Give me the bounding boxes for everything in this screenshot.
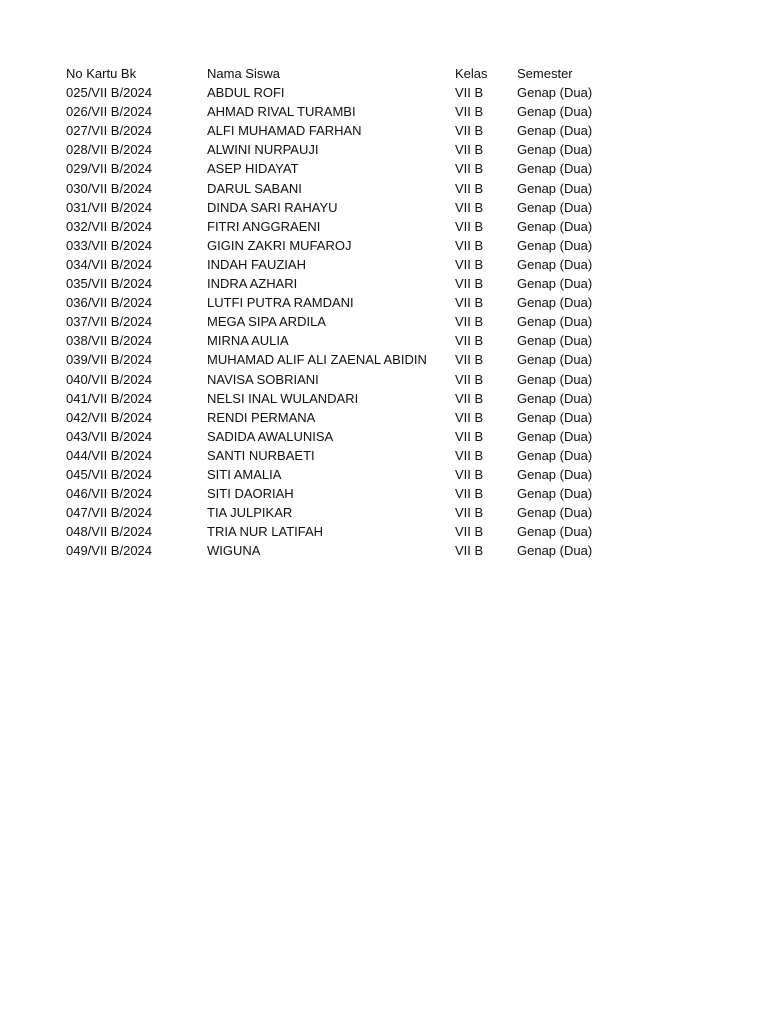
cell-student-name: INDAH FAUZIAH [207, 256, 306, 272]
cell-semester: Genap (Dua) [517, 314, 593, 330]
cell-student-name: DARUL SABANI [207, 180, 302, 196]
table-row [66, 465, 666, 484]
cell-card-number: 042/VII B/2024 [66, 409, 153, 425]
table-row [66, 121, 666, 140]
cell-class: VII B [455, 371, 484, 387]
student-table [66, 64, 666, 560]
table-header-row [66, 64, 666, 83]
cell-card-number: 038/VII B/2024 [66, 333, 153, 349]
table-row [66, 198, 666, 217]
cell-card-number: 035/VII B/2024 [66, 276, 153, 292]
cell-class: VII B [455, 123, 484, 139]
cell-class: VII B [455, 466, 484, 482]
cell-student-name: SADIDA AWALUNISA [207, 428, 334, 444]
cell-class: VII B [455, 85, 484, 101]
cell-student-name: ASEP HIDAYAT [207, 161, 299, 177]
cell-class: VII B [455, 256, 484, 272]
table-row [66, 293, 666, 312]
cell-semester: Genap (Dua) [517, 295, 593, 311]
cell-semester: Genap (Dua) [517, 505, 593, 521]
cell-class: VII B [455, 180, 484, 196]
cell-card-number: 032/VII B/2024 [66, 218, 153, 234]
cell-card-number: 043/VII B/2024 [66, 428, 153, 444]
header-student-name: Nama Siswa [207, 66, 280, 81]
cell-class: VII B [455, 447, 484, 463]
cell-student-name: RENDI PERMANA [207, 409, 316, 425]
cell-student-name: LUTFI PUTRA RAMDANI [207, 295, 354, 311]
cell-class: VII B [455, 199, 484, 215]
cell-card-number: 026/VII B/2024 [66, 104, 153, 120]
table-row [66, 83, 666, 102]
cell-student-name: ABDUL ROFI [207, 85, 285, 101]
table-row [66, 159, 666, 178]
cell-student-name: TRIA NUR LATIFAH [207, 524, 324, 540]
header-semester: Semester [517, 66, 573, 81]
cell-class: VII B [455, 352, 484, 368]
cell-card-number: 047/VII B/2024 [66, 505, 153, 521]
cell-semester: Genap (Dua) [517, 524, 593, 540]
cell-semester: Genap (Dua) [517, 466, 593, 482]
cell-card-number: 041/VII B/2024 [66, 390, 153, 406]
cell-card-number: 039/VII B/2024 [66, 352, 153, 368]
cell-class: VII B [455, 142, 484, 158]
table-row [66, 446, 666, 465]
table-row [66, 102, 666, 121]
cell-semester: Genap (Dua) [517, 142, 593, 158]
table-row [66, 274, 666, 293]
cell-student-name: SITI DAORIAH [207, 486, 294, 502]
cell-semester: Genap (Dua) [517, 333, 593, 349]
table-row [66, 312, 666, 331]
cell-class: VII B [455, 505, 484, 521]
table-row [66, 389, 666, 408]
cell-student-name: DINDA SARI RAHAYU [207, 199, 338, 215]
cell-class: VII B [455, 218, 484, 234]
cell-class: VII B [455, 333, 484, 349]
cell-semester: Genap (Dua) [517, 85, 593, 101]
cell-card-number: 045/VII B/2024 [66, 466, 153, 482]
cell-student-name: ALFI MUHAMAD FARHAN [207, 123, 362, 139]
table-row [66, 255, 666, 274]
cell-card-number: 037/VII B/2024 [66, 314, 153, 330]
cell-student-name: MIRNA AULIA [207, 333, 289, 349]
cell-student-name: INDRA AZHARI [207, 276, 298, 292]
cell-card-number: 049/VII B/2024 [66, 543, 153, 559]
cell-class: VII B [455, 524, 484, 540]
cell-semester: Genap (Dua) [517, 486, 593, 502]
table-row [66, 427, 666, 446]
table-row [66, 408, 666, 427]
cell-card-number: 030/VII B/2024 [66, 180, 153, 196]
cell-card-number: 029/VII B/2024 [66, 161, 153, 177]
cell-class: VII B [455, 409, 484, 425]
cell-class: VII B [455, 428, 484, 444]
cell-card-number: 044/VII B/2024 [66, 447, 153, 463]
cell-card-number: 036/VII B/2024 [66, 295, 153, 311]
cell-semester: Genap (Dua) [517, 161, 593, 177]
cell-student-name: GIGIN ZAKRI MUFAROJ [207, 237, 352, 253]
cell-card-number: 040/VII B/2024 [66, 371, 153, 387]
cell-student-name: FITRI ANGGRAENI [207, 218, 321, 234]
cell-student-name: TIA JULPIKAR [207, 505, 293, 521]
table-row [66, 236, 666, 255]
table-row [66, 331, 666, 350]
cell-card-number: 046/VII B/2024 [66, 486, 153, 502]
cell-semester: Genap (Dua) [517, 447, 593, 463]
cell-student-name: WIGUNA [207, 543, 261, 559]
cell-class: VII B [455, 237, 484, 253]
table-row [66, 217, 666, 236]
cell-semester: Genap (Dua) [517, 371, 593, 387]
cell-semester: Genap (Dua) [517, 256, 593, 272]
table-row [66, 350, 666, 369]
table-row [66, 370, 666, 389]
cell-class: VII B [455, 104, 484, 120]
cell-student-name: MEGA SIPA ARDILA [207, 314, 326, 330]
cell-card-number: 034/VII B/2024 [66, 256, 153, 272]
cell-semester: Genap (Dua) [517, 428, 593, 444]
cell-semester: Genap (Dua) [517, 180, 593, 196]
cell-semester: Genap (Dua) [517, 352, 593, 368]
cell-semester: Genap (Dua) [517, 199, 593, 215]
cell-card-number: 027/VII B/2024 [66, 123, 153, 139]
cell-class: VII B [455, 295, 484, 311]
cell-semester: Genap (Dua) [517, 123, 593, 139]
cell-class: VII B [455, 161, 484, 177]
cell-card-number: 025/VII B/2024 [66, 85, 153, 101]
table-row [66, 541, 666, 560]
cell-class: VII B [455, 486, 484, 502]
table-row [66, 503, 666, 522]
cell-semester: Genap (Dua) [517, 237, 593, 253]
header-card-number: No Kartu Bk [66, 66, 137, 81]
table-body [66, 83, 666, 560]
cell-card-number: 028/VII B/2024 [66, 142, 153, 158]
cell-student-name: AHMAD RIVAL TURAMBI [207, 104, 356, 120]
cell-semester: Genap (Dua) [517, 543, 593, 559]
cell-semester: Genap (Dua) [517, 218, 593, 234]
cell-semester: Genap (Dua) [517, 104, 593, 120]
cell-semester: Genap (Dua) [517, 276, 593, 292]
cell-class: VII B [455, 314, 484, 330]
cell-semester: Genap (Dua) [517, 390, 593, 406]
cell-semester: Genap (Dua) [517, 409, 593, 425]
cell-student-name: SITI AMALIA [207, 466, 282, 482]
cell-student-name: NELSI INAL WULANDARI [207, 390, 359, 406]
header-class: Kelas [455, 66, 488, 81]
cell-class: VII B [455, 276, 484, 292]
cell-student-name: MUHAMAD ALIF ALI ZAENAL ABIDIN [207, 352, 427, 368]
table-row [66, 484, 666, 503]
cell-class: VII B [455, 390, 484, 406]
cell-card-number: 031/VII B/2024 [66, 199, 153, 215]
table-row [66, 179, 666, 198]
cell-student-name: ALWINI NURPAUJI [207, 142, 319, 158]
cell-card-number: 048/VII B/2024 [66, 524, 153, 540]
cell-class: VII B [455, 543, 484, 559]
cell-student-name: SANTI NURBAETI [207, 447, 315, 463]
cell-student-name: NAVISA SOBRIANI [207, 371, 319, 387]
table-row [66, 522, 666, 541]
table-row [66, 140, 666, 159]
cell-card-number: 033/VII B/2024 [66, 237, 153, 253]
